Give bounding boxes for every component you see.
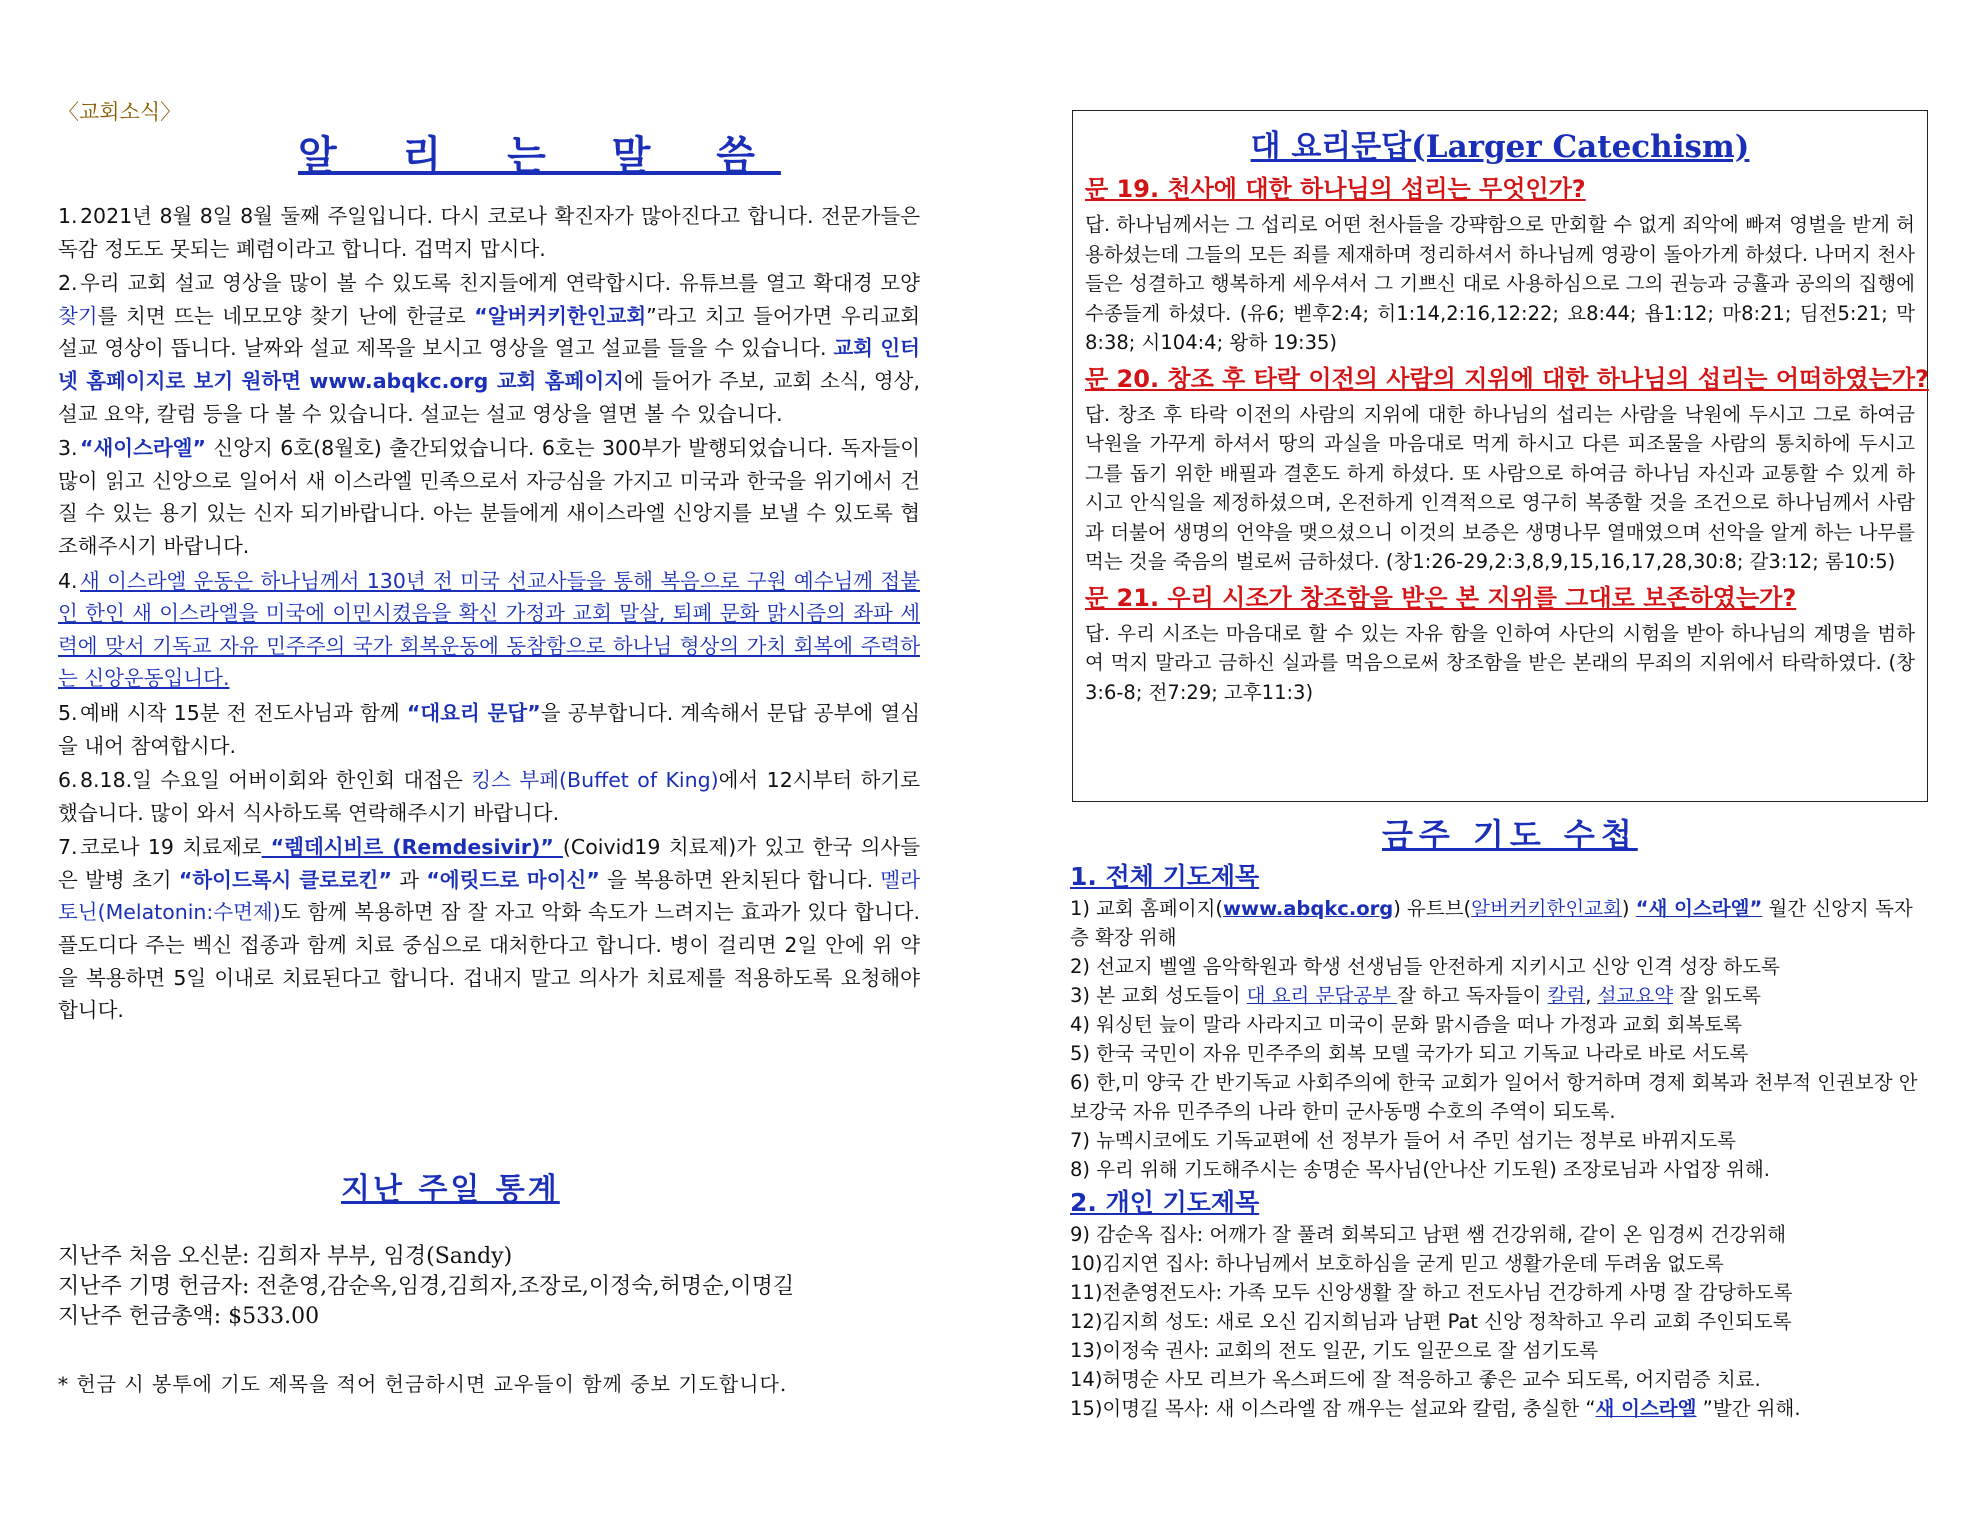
text-run: 우리 교회 설교 영상을 많이 볼 수 있도록 친지들에게 연락합시다. 유튜브를 열고 확대경 모양 (80, 271, 920, 296)
text-run: 잘 하고 독자들이 (1397, 984, 1548, 1007)
notice-list (58, 200, 920, 1029)
text-run: 를 치면 뜨는 네모모양 찾기 난에 한글로 (97, 303, 475, 328)
catechism-box (1072, 110, 1928, 802)
text-run: 8.18.일 수요일 어버이회와 한인회 대접은 (80, 768, 472, 793)
text-run: 찾기 (58, 303, 98, 328)
text-run: , (1585, 984, 1598, 1007)
text-run: 1) 교회 홈페이지( (1070, 897, 1224, 920)
text-run: 13)이정숙 권사: 교회의 전도 일꾼, 기도 일꾼으로 잘 섬기도록 (1070, 1339, 1599, 1362)
text-run: 예배 시작 15분 전 전도사님과 함께 (80, 700, 407, 725)
text-run: (Coivid19 치료제)가 있고 한국 의사들은 발병 초기 (58, 835, 920, 892)
notice-number: 6. (58, 768, 78, 793)
text-run: 을 공부합니다. 계속해서 문답 공부에 열심을 내어 참여합시다. (58, 700, 920, 758)
offering-footnote: * 헌금 시 봉투에 기도 제목을 적어 헌금하시면 교우들이 함께 중보 기도합니다. (58, 1372, 788, 1396)
text-run: 4) 워싱턴 늪이 말라 사라지고 미국이 문화 맑시즘을 떠나 가정과 교회 회복토록 (1070, 1013, 1743, 1036)
prayer-item (1070, 1126, 1930, 1155)
text-run: 15)이명길 목사: 새 이스라엘 잠 깨우는 설교와 칼럼, 충실한 “ (1070, 1397, 1596, 1420)
prayer-title: 금주 기도 수첩 (1382, 816, 1638, 854)
text-run: 에 들어가 주보, 교회 소식, 영상, 설교 요약, 칼럼 등을 다 볼 수 있습니다. 설교는 설교 영상을 열면 볼 수 있습니다. (58, 368, 920, 426)
prayer-item (1070, 894, 1930, 952)
notice-number: 5. (58, 700, 78, 725)
stats-title: 지난 주일 통계 (341, 1172, 560, 1207)
notice-number: 3. (58, 436, 78, 461)
prayer-item (1070, 1010, 1930, 1039)
text-run: 12)김지희 성도: 새로 오신 김지희님과 남편 Pat 신앙 정착하고 우리 교회 주인되도록 (1070, 1310, 1792, 1333)
catechism-answer: 답. 하나님께서는 그 섭리로 어떤 천사들을 강퍅함으로 만회할 수 없게 죄악에 빠져 영벌을 받게 허용하셨는데 그들의 모든 죄를 제재하며 정리하셔서 하나님께 영광이 돌아가게 하셨다. 나머지 천사들은 성결하고 행복하게 세우셔서 그 기쁘신 대로 사용하심으로 그의 권능과 긍휼과 공의의 집행에 수종들게 하셨다. (유6; 벧후2:4; 히1:14,2:16,12:22; 요8:44; 욥1:12; 마8:21; 딤전5:21; 막8:38; 시104:4; 왕하 19:35) (1085, 213, 1915, 354)
prayer-item (1070, 1249, 1930, 1278)
notice-number: 2. (58, 271, 78, 296)
announcements-title: 알 리 는 말 씀 (298, 133, 781, 179)
text-run: 과 (391, 867, 427, 892)
text-run: 알버커키한인교회 (1471, 897, 1622, 920)
text-run: 6) 한,미 양국 간 반기독교 사회주의에 한국 교회가 일어서 항거하며 경제 회복과 천부적 인권보장 안보강국 자유 민주주의 나라 한미 군사동맹 수호의 주역이 되도록. (1070, 1071, 1918, 1123)
text-run: 신앙지 6호(8월호) 출간되었습니다. 6호는 300부가 발행되었습니다. 독자들이 많이 읽고 신앙으로 일어서 새 이스라엘 민족으로서 자긍심을 가지고 미국과 한국을 위기에서 건질 수 있는 용기 있는 신자 되기바랍니다. 아는 분들에게 새이스라엘 신앙지를 보낼 수 있도록 협조해주시기 바랍니다. (58, 436, 920, 558)
personal-prayer-list (1070, 1220, 1930, 1423)
notice-item (58, 432, 920, 562)
catechism-question: 문 19. 천사에 대한 하나님의 섭리는 무엇인가? (1085, 175, 1586, 203)
prayer-item (1070, 1336, 1930, 1365)
prayer-item (1070, 1155, 1930, 1184)
text-run: 코로나 19 치료제로 (80, 835, 262, 860)
text-run: 7) 뉴멕시코에도 기독교편에 선 정부가 들어 서 주민 섬기는 정부로 바뀌지도록 (1070, 1129, 1736, 1152)
text-run: 설교요약 (1597, 984, 1674, 1007)
group-prayer-title: 1. 전체 기도제목 (1070, 862, 1260, 891)
text-run: 새 이스라엘 (1595, 1397, 1697, 1420)
prayer-item (1070, 1278, 1930, 1307)
text-run: 10)김지연 집사: 하나님께서 보호하심을 굳게 믿고 생활가운데 두려움 없도록 (1070, 1252, 1724, 1275)
prayer-item (1070, 981, 1930, 1010)
text-run: ”라고 치고 들어가면 우리교회 설교 영상이 뜹니다. 날짜와 설교 제목을 보시고 영상을 열고 설교를 들을 수 있습니다. (58, 303, 920, 361)
text-run: “알버커키한인교회 (474, 303, 647, 328)
notice-number: 4. (58, 568, 78, 593)
text-run: 11)전춘영전도사: 가족 모두 신앙생활 잘 하고 전도사님 건강하게 사명 잘 감당하도록 (1070, 1281, 1793, 1304)
text-run: 14)허명순 사모 리브가 옥스퍼드에 잘 적응하고 좋은 교수 되도록, 어지럼증 치료. (1070, 1368, 1761, 1391)
prayer-item (1070, 1068, 1930, 1126)
text-run: 대 요리 문답공부 (1246, 984, 1398, 1007)
text-run: “새이스라엘” (80, 436, 206, 461)
notice-number: 1. (58, 204, 78, 228)
stats-named-donors: 지난주 기명 헌금자: 전춘영,감순옥,임경,김희자,조장로,이정숙,허명순,이명길 (58, 1274, 795, 1299)
notice-item (58, 565, 920, 695)
prayer-item (1070, 1394, 1930, 1423)
text-run: 을 복용하면 완치된다 합니다. (599, 867, 881, 892)
prayer-item (1070, 952, 1930, 981)
text-run: ”발간 위해. (1696, 1397, 1801, 1420)
stats-offering-total: 지난주 헌금총액: $533.00 (58, 1304, 320, 1329)
notice-number: 7. (58, 835, 78, 860)
text-run: 교회 인터넷 홈페이지로 보기 원하면 www.abqkc.org 교회 홈페이지 (58, 336, 920, 393)
prayer-item (1070, 1307, 1930, 1336)
text-run: 멜라토닌(Melatonin:수면제) (58, 867, 920, 925)
catechism-question: 문 21. 우리 시조가 창조함을 받은 본 지위를 그대로 보존하였는가? (1085, 583, 1797, 612)
section-tag: 〈교회소식〉 (58, 100, 182, 124)
text-run: 5) 한국 국민이 자유 민주주의 회복 모델 국가가 되고 기독교 나라로 바로 서도록 (1070, 1042, 1749, 1065)
text-run: ) (1621, 897, 1636, 920)
text-run: “대요리 문답” (406, 700, 541, 725)
stats-new-visitors: 지난주 처음 오신분: 김희자 부부, 임경(Sandy) (58, 1244, 513, 1269)
catechism-answer: 답. 우리 시조는 마음대로 할 수 있는 자유 함을 인하여 사단의 시험을 받아 하나님의 계명을 범하여 먹지 말라고 금하신 실과를 먹음으로써 창조함을 받은 본래의 무죄의 지위에서 타락하였다. (창3:6-8; 전7:29; 고후11:3) (1085, 621, 1915, 704)
text-run: “에릿드로 마이신” (426, 867, 600, 892)
text-run: 새 이스라엘 운동은 하나님께서 130년 전 미국 선교사들을 통해 복음으로 구원 예수님께 접붙인 한인 새 이스라엘을 미국에 이민시켰음을 확신 가정과 교회 말살, 퇴폐 문화 맑시즘의 좌파 세력에 맞서 기독교 자유 민주주의 국가 회복운동에 동참함으로 하나님 형상의 가치 회복에 주력하는 신앙운동입니다. (58, 568, 920, 691)
text-run: 8) 우리 위해 기도해주시는 송명순 목사님(안나산 기도원) 조장로님과 사업장 위해. (1070, 1158, 1770, 1181)
catechism-title: 대 요리문답(Larger Catechism) (1250, 129, 1750, 165)
text-run: “렘데시비르 (Remdesivir)” (261, 835, 563, 860)
text-run: 킹스 부페(Buffet of King) (471, 768, 719, 793)
text-run: 월간 신앙지 독자층 확장 위해 (1070, 897, 1913, 949)
text-run: 3) 본 교회 성도들이 (1070, 984, 1247, 1007)
catechism-answer: 답. 창조 후 타락 이전의 사람의 지위에 대한 하나님의 섭리는 사람을 낙원에 두시고 그로 하여금 낙원을 가꾸게 하셔서 땅의 과실을 마음대로 먹게 하시고 다른 피조물을 사람의 통치하에 두시고 그를 돕기 위한 배필과 결혼도 하게 하셨다. 또 사람으로 하여금 하나님 자신과 교통할 수 있게 하시고 안식일을 제정하셨으며, 온전하게 인격적으로 영구히 복종할 것을 조건으로 하나님께서 사람과 더불어 생명의 언약을 맺으셨으니 이것의 보증은 생명나무 열매였으며 선악을 알게 하는 나무를 먹는 것을 죽음의 벌로써 금하셨다. (창1:26-29,2:3,8,9,15,16,17,28,30:8; 갈3:12; 롬10:5) (1085, 402, 1915, 573)
group-prayer-list (1070, 894, 1930, 1184)
notice-item (58, 200, 920, 265)
text-run: 2) 선교지 벨엘 음악학원과 학생 선생님들 안전하게 지키시고 신앙 인격 성장 하도록 (1070, 955, 1780, 978)
notice-item (58, 764, 920, 829)
notice-item (58, 697, 920, 762)
prayer-item (1070, 1039, 1930, 1068)
catechism-question: 문 20. 창조 후 타락 이전의 사람의 지위에 대한 하나님의 섭리는 어떠하였는가? (1085, 364, 1929, 393)
text-run: 칼럼 (1547, 984, 1586, 1007)
text-run: 에서 12시부터 하기로 했습니다. 많이 와서 식사하도록 연락해주시기 바랍니다. (58, 768, 920, 825)
text-run: 도 함께 복용하면 잠 잘 자고 악화 속도가 느려지는 효과가 있다 합니다. 플도디다 주는 벡신 접종과 함께 치료 중심으로 대처한다고 합니다. 병이 걸리면 2일 안에 위 약을 복용하면 5일 이내로 치료된다고 합니다. 겁내지 말고 의사가 치료제를 적용하도록 요청해야 합니다. (58, 900, 920, 1023)
notice-item (58, 831, 920, 1027)
text-run: “하이드록시 클로로킨” (178, 867, 392, 892)
prayer-item (1070, 1220, 1930, 1249)
personal-prayer-title: 2. 개인 기도제목 (1070, 1188, 1260, 1217)
prayer-item (1070, 1365, 1930, 1394)
text-run: 잘 읽도록 (1673, 984, 1761, 1007)
text-run: ) 유트브( (1393, 897, 1472, 920)
text-run: 2021년 8월 8일 8월 둘째 주일입니다. 다시 코로나 확진자가 많아진다고 합니다. 전문가들은 독감 정도도 못되는 폐렴이라고 합니다. 겁먹지 맙시다. (58, 204, 920, 261)
text-run: 9) 감순옥 집사: 어깨가 잘 풀려 회복되고 남편 쌤 건강위해, 같이 온 임경씨 건강위해 (1070, 1223, 1787, 1246)
stats-block (58, 1242, 920, 1332)
prayer-section (1070, 860, 1930, 1423)
text-run: “새 이스라엘” (1635, 897, 1763, 920)
text-run: www.abqkc.org (1223, 897, 1394, 920)
notice-item (58, 267, 920, 430)
